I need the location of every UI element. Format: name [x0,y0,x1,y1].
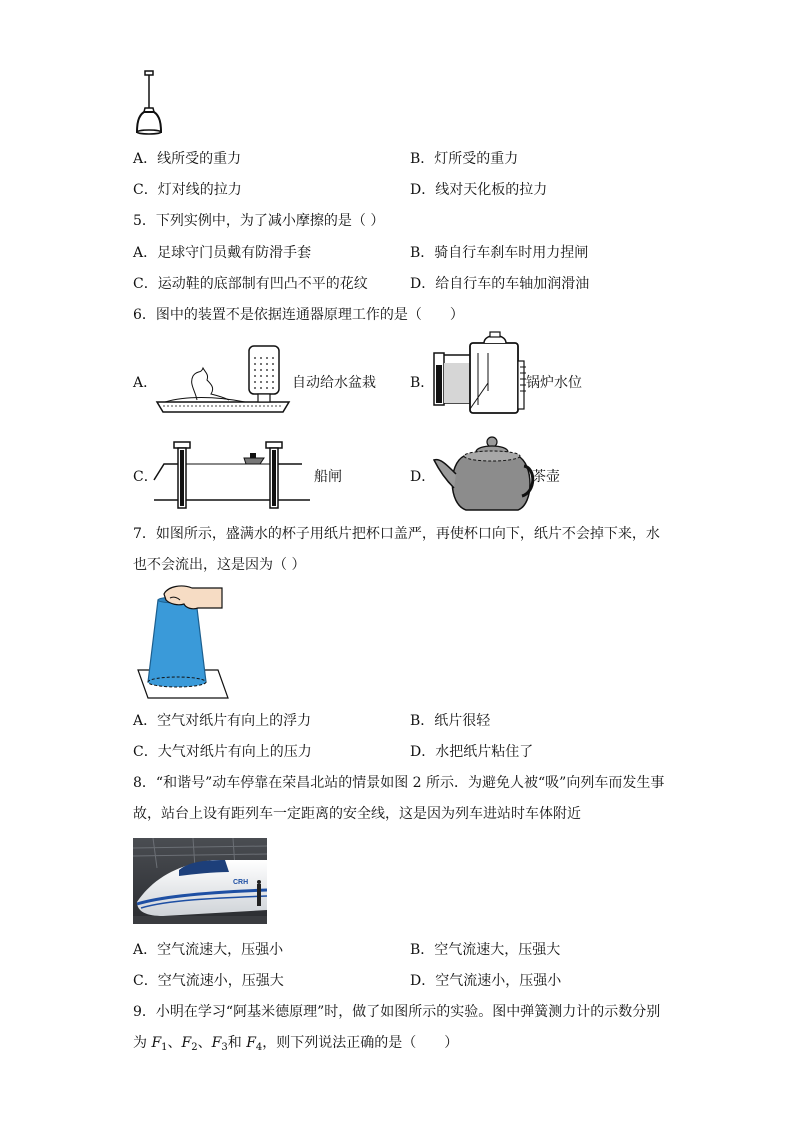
q9-f4-sub: 4 [255,1042,263,1053]
q6-option-b-letter[interactable]: B． [410,375,435,391]
q9-stem-line2 [133,1034,458,1057]
q6-option-c-letter[interactable]: C． [133,469,158,485]
q5-option-d[interactable]: D．给自行车的车轴加润滑油 [410,276,590,292]
inverted-cup-figure [134,584,230,700]
q6-option-d-letter[interactable]: D． [410,469,436,485]
q9-f1-sub: 1 [161,1042,168,1053]
q4-option-c[interactable]: C．灯对线的拉力 [133,182,242,198]
q5-stem: 5．下列实例中，为了减小摩擦的是（ ） [133,213,385,229]
q9-sep1: 、 [167,1035,182,1051]
q9-sep2: 、 [197,1035,212,1051]
train-photo [133,838,267,924]
q7-stem-line1: 7．如图所示，盛满水的杯子用纸片把杯口盖严，再使杯口向下，纸片不会掉下来，水 [133,526,660,542]
q8-option-d[interactable]: D．空气流速小，压强小 [410,973,562,989]
q5-option-b[interactable]: B．骑自行车刹车时用力捏闸 [410,245,589,261]
q4-option-d[interactable]: D．线对天化板的拉力 [410,182,548,198]
q6-option-c-caption: 船闸 [314,469,342,485]
q6-stem: 6．图中的装置不是依据连通器原理工作的是（ ） [133,307,464,323]
q7-option-a[interactable]: A．空气对纸片有向上的浮力 [133,713,312,729]
q4-option-b[interactable]: B．灯所受的重力 [410,151,519,167]
q8-stem-line2: 故，站台上设有距列车一定距离的安全线，这是因为列车进站时车体附近 [133,806,581,822]
auto-watering-pot-figure [155,344,291,416]
q9-and: 和 [227,1035,247,1051]
q8-stem-line1: 8．“和谐号”动车停靠在荣昌北站的情景如图 2 所示．为避免人被“吸”向列车而发生事 [133,775,665,791]
q9-f2-sub: 2 [191,1042,198,1053]
q9-f3: F [211,1035,222,1051]
q5-option-a[interactable]: A．足球守门员戴有防滑手套 [133,245,312,261]
q9-f4: F [246,1035,256,1051]
q6-option-b-caption: 锅炉水位 [526,375,582,391]
train-crh-badge: CRH [233,879,249,886]
q7-stem-line2: 也不会流出，这是因为（ ） [133,557,306,573]
q8-option-b[interactable]: B．空气流速大，压强大 [410,942,561,958]
q5-option-c[interactable]: C．运动鞋的底部制有凹凸不平的花纹 [133,276,368,292]
q6-option-a-letter[interactable]: A． [133,375,158,391]
q9-f1: F [151,1035,162,1051]
q9-f3-sub: 3 [221,1042,228,1053]
q6-option-d-caption: 茶壶 [532,469,560,485]
q7-option-b[interactable]: B．纸片很轻 [410,713,491,729]
q7-option-d[interactable]: D．水把纸片粘住了 [410,744,534,760]
teapot-figure [432,434,536,514]
q9-f2: F [181,1035,192,1051]
q9-stem-prefix: 为 [133,1035,152,1051]
q4-option-a[interactable]: A．线所受的重力 [133,151,242,167]
hanging-lamp-figure [134,70,166,136]
q8-option-a[interactable]: A．空气流速大，压强小 [133,942,284,958]
q9-stem-suffix: ，则下列说法正确的是（ ） [262,1035,459,1051]
ship-lock-figure [152,440,312,512]
q6-option-a-caption: 自动给水盆栽 [292,375,376,391]
q8-option-c[interactable]: C．空气流速小，压强大 [133,973,284,989]
q9-stem-line1: 9．小明在学习“阿基米德原理”时，做了如图所示的实验。图中弹簧测力计的示数分别 [133,1004,661,1020]
q7-option-c[interactable]: C．大气对纸片有向上的压力 [133,744,312,760]
boiler-water-level-figure [430,331,530,417]
